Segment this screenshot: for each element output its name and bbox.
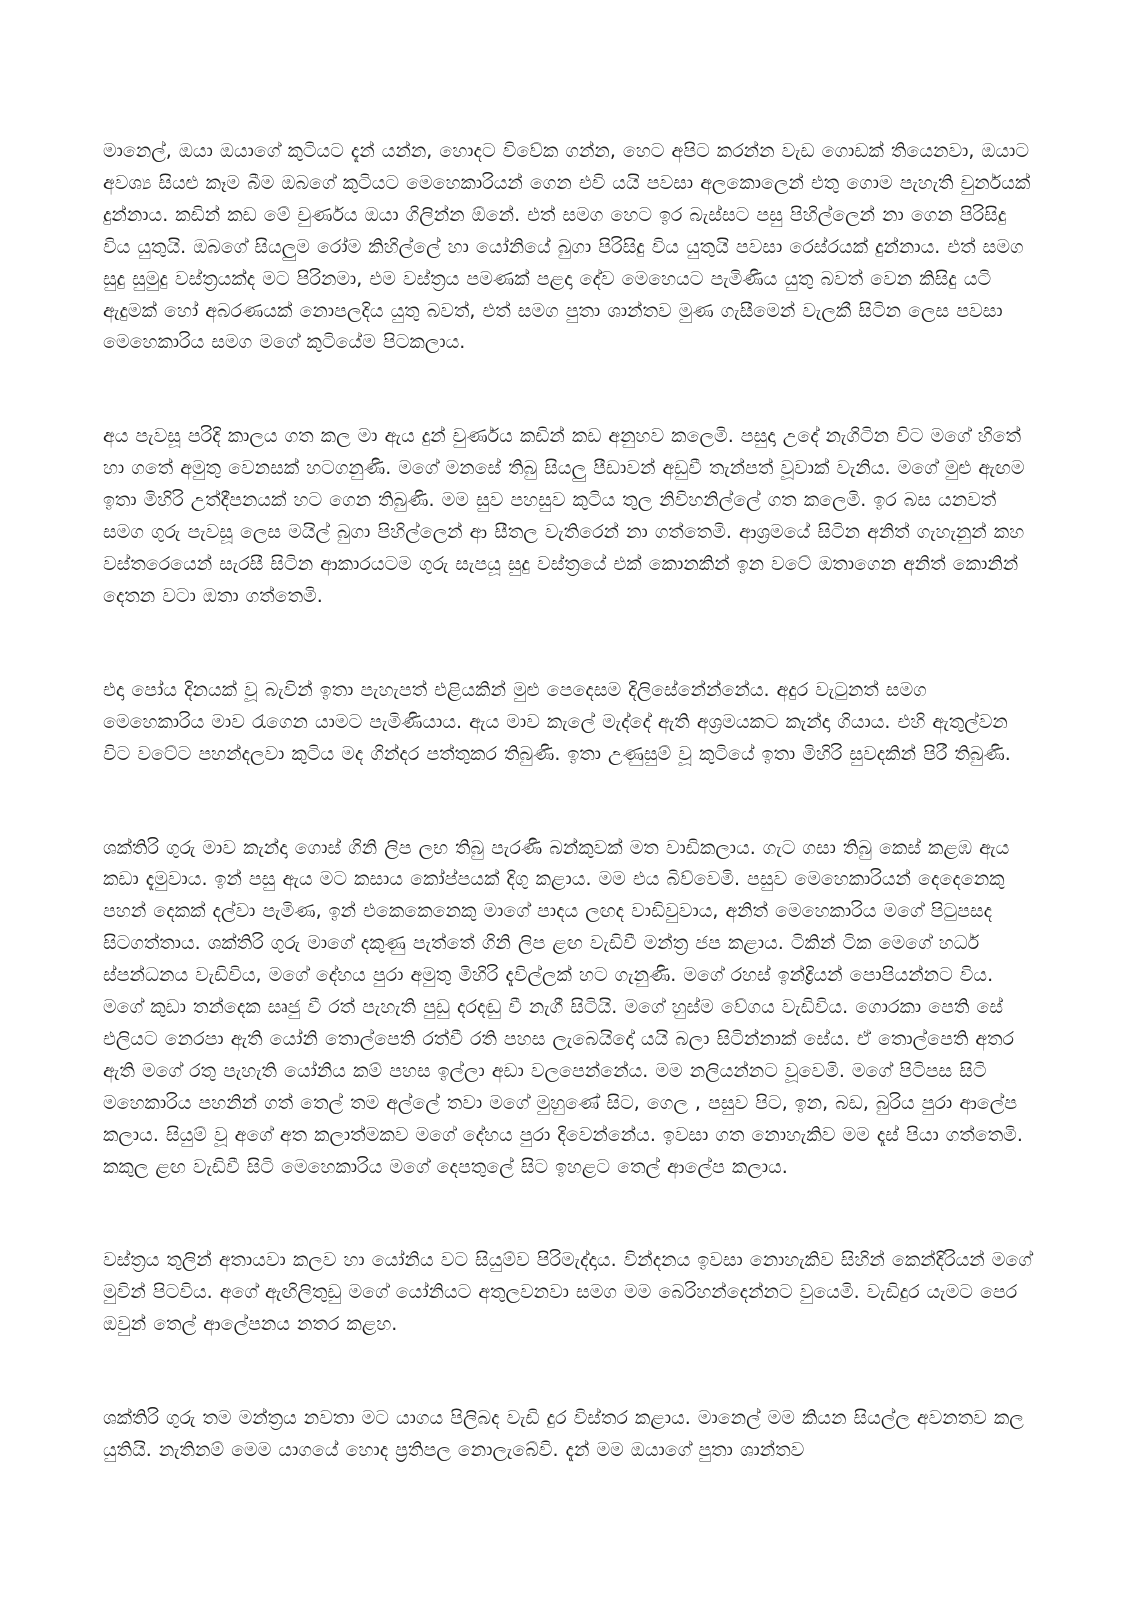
paragraph-3: එදා පෝය දිනයක් වූ බැවින් ඉතා පැහැපත් එළියකින් මුළු පෙදෙසම දිලිසේනේන්නේය. අදුර වැටුනත් සමග මෙහෙකාරිය මාව රැගෙන යාමට පැමිණියාය. ඇය මාව කැලේ මැද්දේ ඇති අශ්‍රමයකට කැන්දා ගියාය. එහි ඇතුල්වන විට වටේට පහන්දලවා කුටිය මද ගින්දර පත්තුකර තිබුණි. ඉතා උණුසුම් වූ කුටියේ ඉතා මිහිරි සුවදකින් පිරී තිබුණි.: [103, 678, 1011, 765]
paragraph-1: මානෙල්, ඔයා ඔයාගේ කුටියට දැන් යන්න, හොදට විවේක ගන්න, හෙට අපිට කරන්න වැඩ ගොඩක් තියෙනවා, ඔයාට අවශ්‍ය සියළු කෑම බීම ඔබගේ කුටියට මෙහෙකාරියන් ගෙන එවි යයි පවසා අලකොලෙන් එතු ගොම පැහැති චුර්නයක් දුන්නාය. කඩින් කඩ මේ චුර්ණය ඔයා ගිලින්න ඕනේ. එත් සමග හෙට ඉර බැස්සට පසු පිහිල්ලෙන් නා ගෙන පිරිසිදු විය යුතුයි. ඔබගේ සියලුම රෝම කිහිල්ලේ හා යෝනියේ බුගා පිරිසිදු විය යුතුයි පවසා රෙස්රයක් දුන්නාය. එත් සමග සුදු සුමුදු වස්ත්‍රයක්ද මට පිරිනමා, එම වස්ත්‍රය පමණක් පළදා දේව මෙහෙයට පැමිණිය යුතු බවත් වෙන කිසිදු යටි ඇදුමක් හෝ අබරණයක් නොපලදිය යුතු බවත්, එත් සමග පුතා ශාන්තව මුණ ගැසීමෙන් වැලකී සිටින ලෙස පවසා මෙහෙකාරිය සමග මගේ කුටියේම පිටකලාය.: [103, 140, 1031, 354]
paragraph-2: අය පැවසූ පරිදි කාලය ගත කල මා ඇය දුන් චුර්ණය කඩින් කඩ අනුහව කලෙමි. පසුදා උදේ නැගිටින විට මගේ හිතේ හා ගතේ අමුතු වෙනසක් හටගනුණි. මගේ මනසේ තිබු සියලු පීඩාවන් අඩුවී තැන්පත් වූවාක් වැනිය. මගේ මුළු ඇඟම ඉතා මිහිරි උත්දීපනයක් හට ගෙන තිබුණි. මම සුව පහසුව කුටිය තුල නිවිහනිල්ලේ ගත කලෙමි. ඉර බස යනවත් සමග ගුරු පැවසූ ලෙස මයිල් බුගා පිහිල්ලෙන් ආ සීතල වැතිරෙන් නා ගත්තෙමි. ආශ්‍රමයේ සිටින අනිත් ගැහැනුන් කහ වස්තරෙයෙන් සැරසී සිටින ආකාරයටම ගුරු සැපයූ සුදු වස්ත්‍රයේ එක් කොනකින් ඉන වටේ ඔතාගෙන අනිත් කොනින් දෙතන වටා ඔතා ගත්තෙමි.: [103, 425, 1025, 607]
paragraph-4: ශක්තිරි ගුරු මාව කැන්දා ගොස් ගිනි ලිප ලභ තිබු පැරණි බන්කුවක් මත වාඩිකලාය. ගැට ගසා තිබු කෙස් කළඹ ඇය කඩා දැමුවාය. ඉන් පසු ඇය මට කසාය කෝප්පයක් දිගු කළාය. මම එය බිව්වෙමි. පසුව මෙහෙකාරියන් දෙදෙනෙකු පහන් දෙකක් දල්වා පැමිණ, ඉන් එකෙකෙනෙකු මාගේ පාදය ලඟද වාඩිවුවාය, අනිත් මෙහෙකාරිය මගේ පිටුපසද සිටගත්තාය. ශක්තිරි ගුරු මාගේ දකුණු පැත්තේ ගිනි ලිප ළඟ වැඩිවී මන්ත්‍ර ජප කළාය. ටිකින් ටික මෙගේ හර්ධ ස්පන්ධනය වැඩිවිය, මගේ දේහය පුරා අමුතු මිහිරි දැවිල්ලක් හට ගැනුණි. මගේ රහස් ඉන්ද්‍රියන් පොපියන්නට විය. මගේ කුඩා තන්දෙක සෘජු වී රත් පැහැති පුඩු දරදඬු වී නැගී සිටියි. මගේ හුස්ම වේගය වැඩිවිය. ගොරකා පෙති සේ එලියට නෙරපා ඇති යෝනි තොල්පෙති රත්වී රති පහස ලැබෙයිදෝ යයි බලා සිටින්නාක් සේය. ඒ තොල්පෙති අතර ඇති මගේ රතු පැහැති යෝනිය කම් පහස ඉල්ලා අඩා වලපෙන්නේය. මම නලියන්නට වූවෙමි. මගේ පිටිපස සිටි මහෙකාරිය පහනින් ගත් තෙල් තම අල්ලේ තවා මගේ මුහුණේ සිට, ගෙල , පසුව පිට, ඉන, බඩ, බුරිය පුරා ආලේප කලාය. සියුම් වූ අගේ අත කලාත්මකව මගේ දේහය පුරා දිවෙන්නේය. ඉවසා ගත නොහැකිව මම දෑස් පියා ගත්තෙමි. කකුල ළඟ වැඩිවී සිටි මෙහෙකාරිය මගේ දෙපතුලේ සිට ඉහළට තෙල් ආලේප කලාය.: [103, 836, 1023, 1178]
paragraph-5: වස්ත්‍රය තුලින් අතායවා කලව හා යෝනිය වට සියුම්ව පිරිමැද්දාය. වින්දනය ඉවසා නොහැකිව සිහින් කෙන්දිරියන් මගේ මුවින් පිටවිය. අගේ ඇඟිලිතුඩු මගේ යෝනියට අතුලවනවා සමග මම බෙරිහන්දෙන්නට වුයෙමි. වැඩිදුර යැමට පෙර ඔවුන් තෙල් ආලේපනය නතර කළහ.: [103, 1249, 1032, 1336]
paragraph-6: ශක්තිරි ගුරු තම මන්ත්‍රය නවතා මට යාගය පිලිබද වැඩි දුර විස්තර කළාය. මානෙල් මම කියන සියල්ල අවනතව කල යුතියි. නැතිනම් මෙම යාගයේ හොද ප්‍රතිපල නොලැබේවි. දැන් මම ඔයාගේ පුතා ශාන්තව: [103, 1407, 1024, 1462]
